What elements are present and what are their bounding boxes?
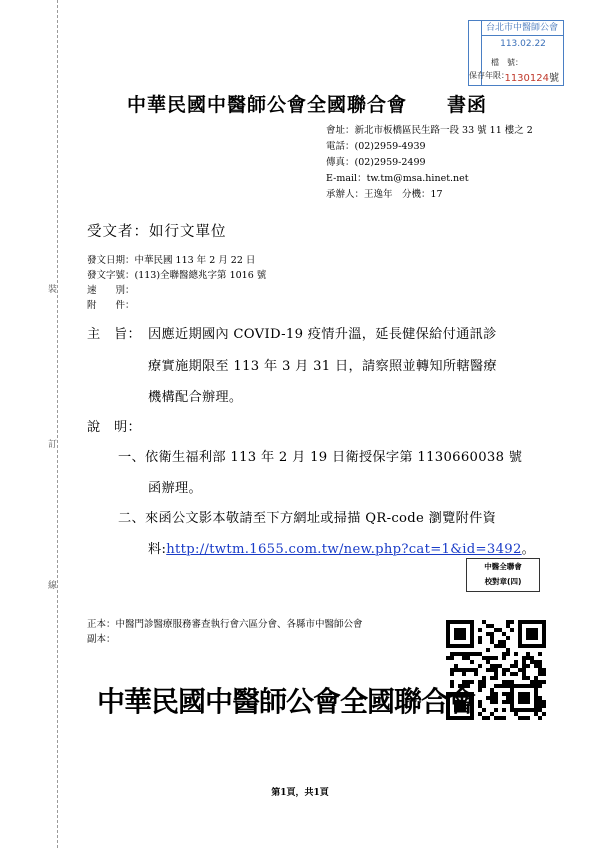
receipt-file-label: 檔 號： bbox=[491, 58, 523, 67]
subject-label: 主 旨： bbox=[87, 327, 141, 342]
delivery-speed: 速 別： bbox=[87, 285, 135, 296]
proofreading-seal-line-2: 校對章(四) bbox=[484, 577, 522, 586]
attachment: 附 件： bbox=[87, 300, 135, 311]
sender-address: 會址：新北市板橋區民生路一段 33 號 11 樓之 2 bbox=[326, 125, 533, 136]
receipt-number-value: 1130124 bbox=[504, 73, 549, 84]
explanation-item-2-line-2 bbox=[148, 538, 535, 557]
issue-number: 發文字號：(113)全聯醫總兆字第 1016 號 bbox=[87, 270, 267, 281]
receipt-keep-label: 保存年限： bbox=[469, 71, 509, 80]
binding-line bbox=[57, 0, 58, 848]
attachment-link[interactable]: http://twtm.1655.com.tw/new.php?cat=1&id=3492 bbox=[166, 542, 522, 557]
page-number: 第1頁，共1頁 bbox=[271, 788, 329, 798]
proofreading-seal-line-1: 中醫全聯會 bbox=[484, 562, 522, 571]
binding-mark-xian: 線 bbox=[48, 581, 58, 591]
receipt-stamp-header: 台北市中醫師公會 bbox=[481, 21, 563, 36]
proofreading-seal bbox=[466, 558, 540, 592]
explanation-item-1-line-1: 一、依衛生福利部 113 年 2 月 19 日衛授保字第 1130660038 號 bbox=[118, 450, 523, 465]
explanation-label: 說 明： bbox=[87, 420, 141, 435]
subject-line-3: 機構配合辦理。 bbox=[148, 390, 243, 405]
binding-mark-ding: 訂 bbox=[48, 440, 58, 450]
sender-fax: 傳真：(02)2959-2499 bbox=[326, 157, 426, 168]
binding-mark-zhuang: 裝 bbox=[48, 285, 58, 295]
sender-phone: 電話：(02)2959-4939 bbox=[326, 141, 426, 152]
explanation-item-2-suffix: 。 bbox=[521, 542, 536, 557]
sender-contact: 承辦人：王逸年 分機：17 bbox=[326, 189, 443, 200]
sender-email: E-mail：tw.tm@msa.hinet.net bbox=[326, 173, 469, 184]
explanation-item-2-line-1: 二、來函公文影本敬請至下方網址或掃描 QR-code 瀏覽附件資 bbox=[118, 511, 497, 526]
receipt-number bbox=[504, 69, 559, 84]
receipt-stamp bbox=[468, 20, 564, 86]
subject-line-2: 療實施期限至 113 年 3 月 31 日，請察照並轉知所轄醫療 bbox=[148, 359, 497, 374]
explanation-item-2-prefix: 料: bbox=[148, 542, 167, 557]
cc-copy: 副本： bbox=[87, 634, 116, 645]
cc-primary: 正本：中醫門診醫療服務審查執行會六區分會、各縣市中醫師公會 bbox=[87, 619, 363, 630]
receipt-number-suffix: 號 bbox=[549, 73, 559, 84]
issue-date: 發文日期：中華民國 113 年 2 月 22 日 bbox=[87, 255, 256, 266]
association-signature: 中華民國中醫師公會全國聯合會 bbox=[97, 685, 476, 718]
explanation-item-1-line-2: 函辦理。 bbox=[148, 481, 202, 496]
receipt-stamp-date: 113.02.22 bbox=[500, 39, 546, 49]
document-title: 中華民國中醫師公會全國聯合會 書函 bbox=[127, 94, 488, 116]
subject-line-1: 因應近期國內 COVID-19 疫情升溫，延長健保給付通訊診 bbox=[148, 327, 497, 342]
recipient: 受文者：如行文單位 bbox=[87, 224, 227, 240]
